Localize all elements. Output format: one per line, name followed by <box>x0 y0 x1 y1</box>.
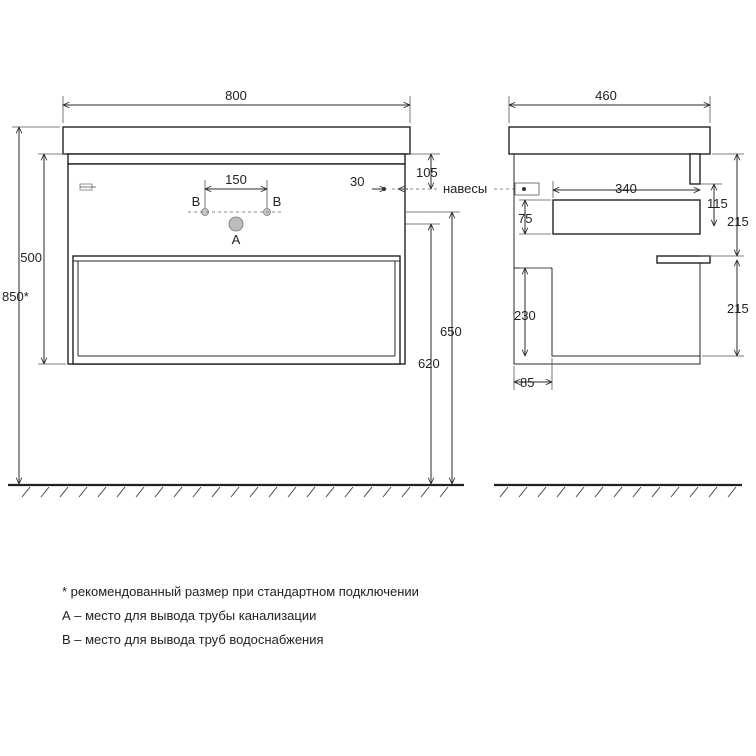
front-top-strip <box>68 154 405 164</box>
hatch-mark <box>41 487 49 497</box>
side-back-rail <box>690 154 700 184</box>
label-a: А <box>231 232 241 247</box>
dim-215b-label: 215 <box>727 301 749 316</box>
drain-hole-a <box>229 217 243 231</box>
hatch-mark <box>231 487 239 497</box>
dim-500-label: 500 <box>20 250 42 265</box>
footnote-a: А – место для вывода трубы канализации <box>62 608 317 623</box>
hatch-mark <box>614 487 622 497</box>
hatch-mark <box>364 487 372 497</box>
side-hinge-point <box>522 187 526 191</box>
footnote-recommended: * рекомендованный размер при стандартном подключении <box>62 584 419 599</box>
hatch-mark <box>250 487 258 497</box>
hatch-mark <box>193 487 201 497</box>
hatch-mark <box>307 487 315 497</box>
hatch-mark <box>557 487 565 497</box>
floor-hatching <box>22 487 736 497</box>
dim-850-label: 850* <box>2 289 29 304</box>
hinges-label: навесы <box>443 181 488 196</box>
dim-75-label: 75 <box>518 211 533 226</box>
dim-150-label: 150 <box>225 172 247 187</box>
hatch-mark <box>269 487 277 497</box>
dim-340-label: 340 <box>615 181 637 196</box>
floor-lines <box>8 485 742 497</box>
footnote-b: В – место для вывода труб водоснабжения <box>62 632 324 647</box>
hatch-mark <box>326 487 334 497</box>
hatch-mark <box>79 487 87 497</box>
side-niche-outline <box>552 268 700 356</box>
hatch-mark <box>440 487 448 497</box>
hatch-mark <box>345 487 353 497</box>
front-hinge-point <box>382 187 386 191</box>
label-b-right: B <box>272 194 282 209</box>
hatch-mark <box>538 487 546 497</box>
front-countertop <box>63 127 410 154</box>
hatch-mark <box>117 487 125 497</box>
hatch-mark <box>576 487 584 497</box>
dim-105-label: 105 <box>416 165 438 180</box>
front-view <box>2 88 516 484</box>
hatch-mark <box>500 487 508 497</box>
hatch-mark <box>402 487 410 497</box>
hatch-mark <box>652 487 660 497</box>
hatch-mark <box>595 487 603 497</box>
side-hinge-plate <box>515 183 539 195</box>
hatch-mark <box>174 487 182 497</box>
hatch-mark <box>519 487 527 497</box>
dim-215a-label: 215 <box>727 214 749 229</box>
hatch-mark <box>671 487 679 497</box>
footnotes <box>62 582 419 654</box>
side-view <box>509 88 749 390</box>
side-countertop <box>509 127 710 154</box>
hatch-mark <box>690 487 698 497</box>
hatch-mark <box>98 487 106 497</box>
dim-800-label: 800 <box>225 88 247 103</box>
side-drawer <box>553 200 700 234</box>
label-b-left: B <box>191 194 201 209</box>
hatch-mark <box>709 487 717 497</box>
hatch-mark <box>136 487 144 497</box>
hatch-mark <box>22 487 30 497</box>
hatch-mark <box>421 487 429 497</box>
dim-115-label: 115 <box>707 196 728 211</box>
dim-30-label: 30 <box>350 174 365 189</box>
hatch-mark <box>633 487 641 497</box>
dim-85-label: 85 <box>520 375 535 390</box>
hatch-mark <box>155 487 163 497</box>
dim-460-label: 460 <box>595 88 617 103</box>
dim-620-label: 620 <box>418 356 440 371</box>
side-shelf <box>657 256 710 263</box>
hatch-mark <box>383 487 391 497</box>
hatch-mark <box>288 487 296 497</box>
hatch-mark <box>728 487 736 497</box>
dim-230-label: 230 <box>514 308 536 323</box>
front-open-niche <box>73 256 400 364</box>
hatch-mark <box>60 487 68 497</box>
dim-650-label: 650 <box>440 324 462 339</box>
hatch-mark <box>212 487 220 497</box>
